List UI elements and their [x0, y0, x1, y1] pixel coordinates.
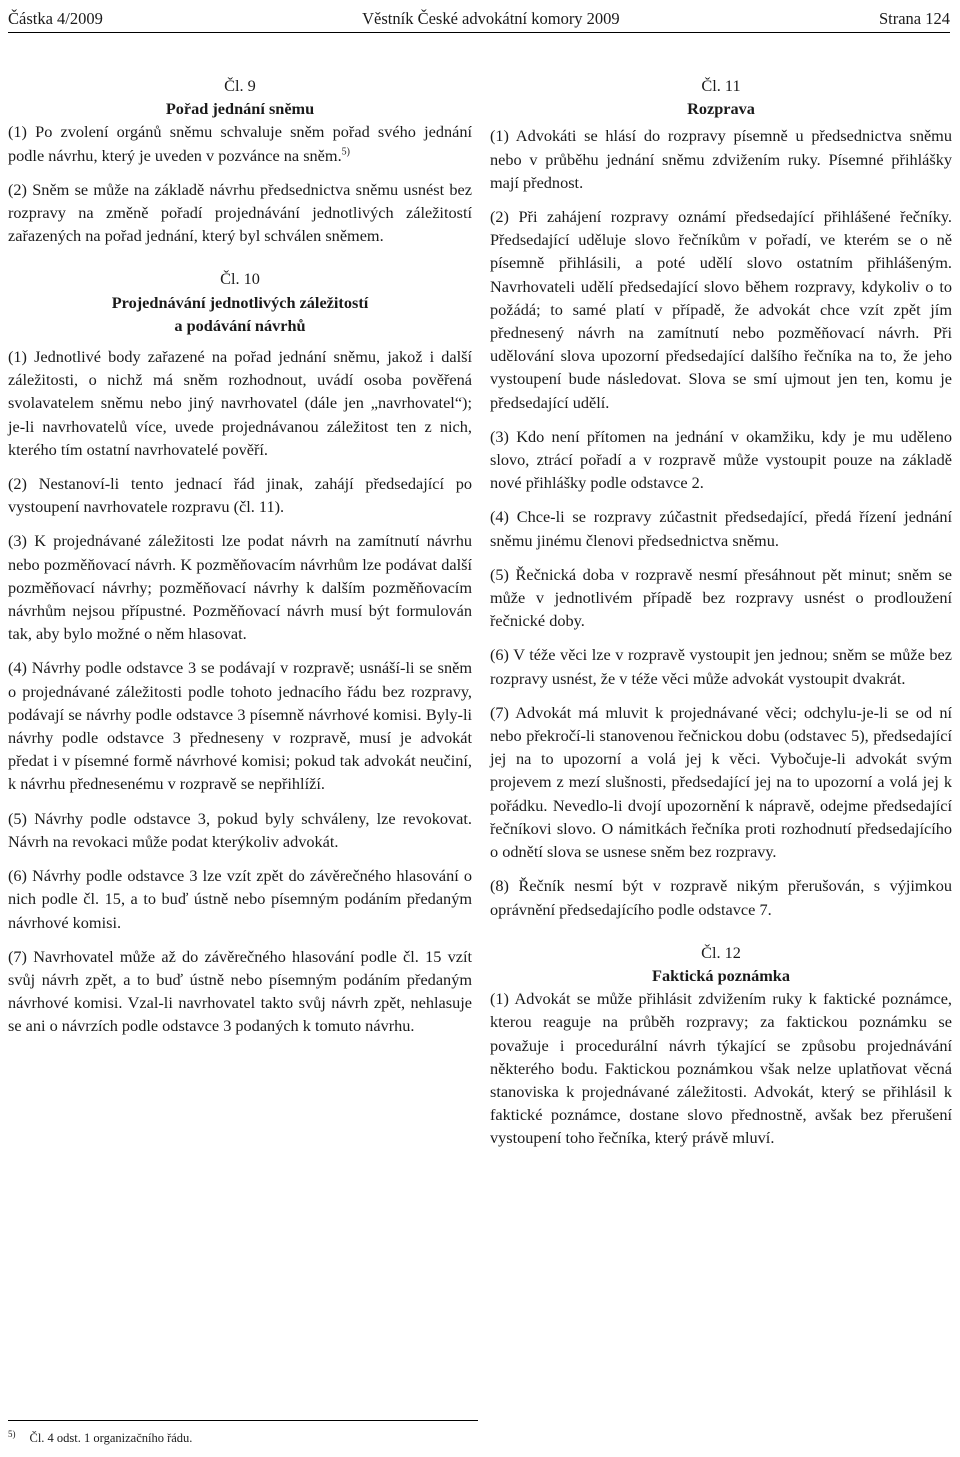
article-11-paragraph-5: (5) Řečnická doba v rozpravě nesmí přesáhnout pět minut; sněm se může v jednotlivém případě bez rozpravy usnést o prodloužení řečnické doby.	[490, 564, 952, 631]
article-9-paragraph-1-text: (1) Po zvolení orgánů sněmu schvaluje sněm pořad svého jednání podle návrhu, který je uveden v pozvánce na sněm.	[8, 122, 472, 165]
article-10-paragraph-3: (3) K projednávané záležitosti lze podat návrh na zamítnutí návrhu nebo pozměňovací návrh. K pozměňovacím návrhům lze podávat další pozměňovací návrhy; pozměňovací návrhy k dalším pozměňovacím návrhům nejsou přípustné. Pozměňovací návrh musí být formulován tak, aby bylo možné o něm hlasovat.	[8, 531, 472, 644]
article-9-number: Čl. 9	[224, 76, 256, 95]
header-issue: Částka 4/2009	[8, 9, 103, 28]
article-11-title: Rozprava	[687, 99, 755, 119]
article-11-paragraph-7: (7) Advokát má mluvit k projednávané věci; odchylu-je-li se od ní nebo překročí-li stanovenou řečnickou dobu (odstavec 5), předsedající jej na to upozorní a volá jej k věci. Vybočuje-li advokát svým projevem z mezí slušnosti, předsedající jej na to upozorní a volá jej k pořádku. Nevedlo-li dvojí upozornění k nápravě, odejme předsedající řečníkovi slovo. O námitkách řečníka proti rozhodnutí předsedajícího o odnětí slova se usnese sněm bez rozpravy.	[490, 702, 952, 862]
article-10-paragraph-2: (2) Nestanoví-li tento jednací řád jinak, zahájí předsedající po vystoupení navrhovatele rozpravu (čl. 11).	[8, 474, 472, 517]
article-12-paragraph-1: (1) Advokát se může přihlásit zdvižením ruky k faktické poznámce, kterou reaguje na průběh rozpravy; za faktickou poznámku se považuje i procedurální návrh týkající se způsobu projednávání některého bodu. Faktickou poznámkou však nelze uplatňovat věcná stanoviska k projednávané záležitosti. Advokát, který se přihlásil k faktické poznámce, dostane slovo přednostně, avšak bez přerušení vystoupení toho řečníka, který právě mluví.	[490, 989, 952, 1148]
article-10-paragraph-6: (6) Návrhy podle odstavce 3 lze vzít zpět do závěrečného hlasování o nich podle čl. 15, a to buď ústně nebo písemným podáním předaným návrhové komisi.	[8, 866, 472, 932]
header-page-number: Strana 124	[878, 9, 950, 28]
right-column	[490, 74, 952, 1161]
article-9-title: Pořad jednání sněmu	[165, 99, 315, 119]
article-12-title: Faktická poznámka	[652, 965, 790, 985]
article-10-paragraph-4: (4) Návrhy podle odstavce 3 se podávají v rozpravě; usnáší-li se sněm o projednávané záležitosti podle tohoto jednacího řádu bez rozpravy, podávají se návrhy podle odstavce 3 písemně návrhové komisi. Byly-li návrhy podle odstavce 3 předneseny v rozpravě, musí je advokát předat i v písemné formě návrhové komisi; pokud tak advokát neučiní, k návrhu přednesenému v rozpravě se nepřihlíží.	[8, 658, 472, 794]
article-10-paragraph-1: (1) Jednotlivé body zařazené na pořad jednání sněmu, jakož i další záležitosti, o nichž má sněm rozhodnout, uvádí osoba pověřená svolavatelem sněmu nebo jiný navrhovatel (dále jen „navrhovatel“); je-li navrhovatelů více, uvede projednávanou záležitost ten z nich, kterého tím ostatní navrhovatelé pověří.	[8, 347, 472, 459]
footnote	[8, 1420, 478, 1446]
footnote-reference: 5)	[341, 146, 350, 158]
article-11-paragraph-1: (1) Advokáti se hlásí do rozpravy písemně u předsednictva sněmu nebo v průběhu jednání sněmu zdvižením ruky. Písemné přihlášky mají přednost.	[490, 126, 952, 192]
article-11-number: Čl. 11	[701, 76, 741, 95]
article-12-number: Čl. 12	[701, 942, 741, 962]
article-11-paragraph-8: (8) Řečník nesmí být v rozpravě nikým přerušován, s výjimkou oprávnění předsedajícího podle odstavce 7.	[490, 876, 952, 919]
article-11-paragraph-2: (2) Při zahájení rozpravy oznámí předsedající přihlášené řečníky. Předsedající uděluje slovo řečníkům v pořadí, ve kterém se o ně písemně přihlásili, a poté udělí slovo ostatním přihlášeným. Navrhovateli udělí předsedající slovo během rozpravy, kdykoliv o to požádá; to samé platí v případě, že advokát chce vzít zpět jím přednesený návrh na zamítnutí nebo pozměňovací návrh. Při udělování slova upozorní předsedající dalšího řečníka na to, že jeho vystoupení bude následovat. Slova se smí ujmout jen ten, komu je předsedající udělí.	[490, 207, 952, 412]
article-11-paragraph-6: (6) V téže věci lze v rozpravě vystoupit jen jednou; sněm se může bez rozpravy usnést, že v téže věci může advokát vystoupit dvakrát.	[490, 645, 952, 688]
article-11-paragraph-4: (4) Chce-li se rozpravy zúčastnit předsedající, předá řízení jednání sněmu jinému členovi předsednictva sněmu.	[490, 507, 952, 550]
article-10-number: Čl. 10	[220, 269, 260, 289]
article-10-paragraph-5: (5) Návrhy podle odstavce 3, pokud byly schváleny, lze revokovat. Návrh na revokaci může podat kterýkoliv advokát.	[8, 808, 472, 851]
article-10-paragraph-7: (7) Navrhovatel může až do závěrečného hlasování podle čl. 15 vzít svůj návrh zpět, a to buď ústně nebo písemným podáním předaným návrhové komisi. Vzal-li navrhovatel takto svůj návrh zpět, nehlasuje se ani o návrzích podle odstavce 3 podaných k tomuto návrhu.	[8, 946, 472, 1036]
footnote-mark: 5)	[8, 1428, 16, 1439]
article-9-paragraph-1	[8, 120, 472, 166]
page-header	[8, 6, 950, 33]
article-10-title-line-2: a podávání návrhů	[174, 315, 306, 335]
left-column	[8, 74, 472, 1049]
footnote-text: Čl. 4 odst. 1 organizačního řádu.	[29, 1431, 193, 1445]
article-11-paragraph-3: (3) Kdo není přítomen na jednání v okamžiku, kdy je mu uděleno slovo, ztrácí pořadí a v rozpravě může vystoupit pouze na základě nové přihlášky podle odstavce 2.	[490, 426, 952, 493]
article-10-title-line-1: Projednávání jednotlivých záležitostí	[111, 292, 369, 312]
header-publication: Věstník České advokátní komory 2009	[362, 9, 620, 28]
article-9-paragraph-2: (2) Sněm se může na základě návrhu předsednictva sněmu usnést bez rozpravy na změně pořadí projednávání jednotlivých záležitostí zařazených na pořad jednání, který byl schválen sněmem.	[8, 179, 472, 246]
